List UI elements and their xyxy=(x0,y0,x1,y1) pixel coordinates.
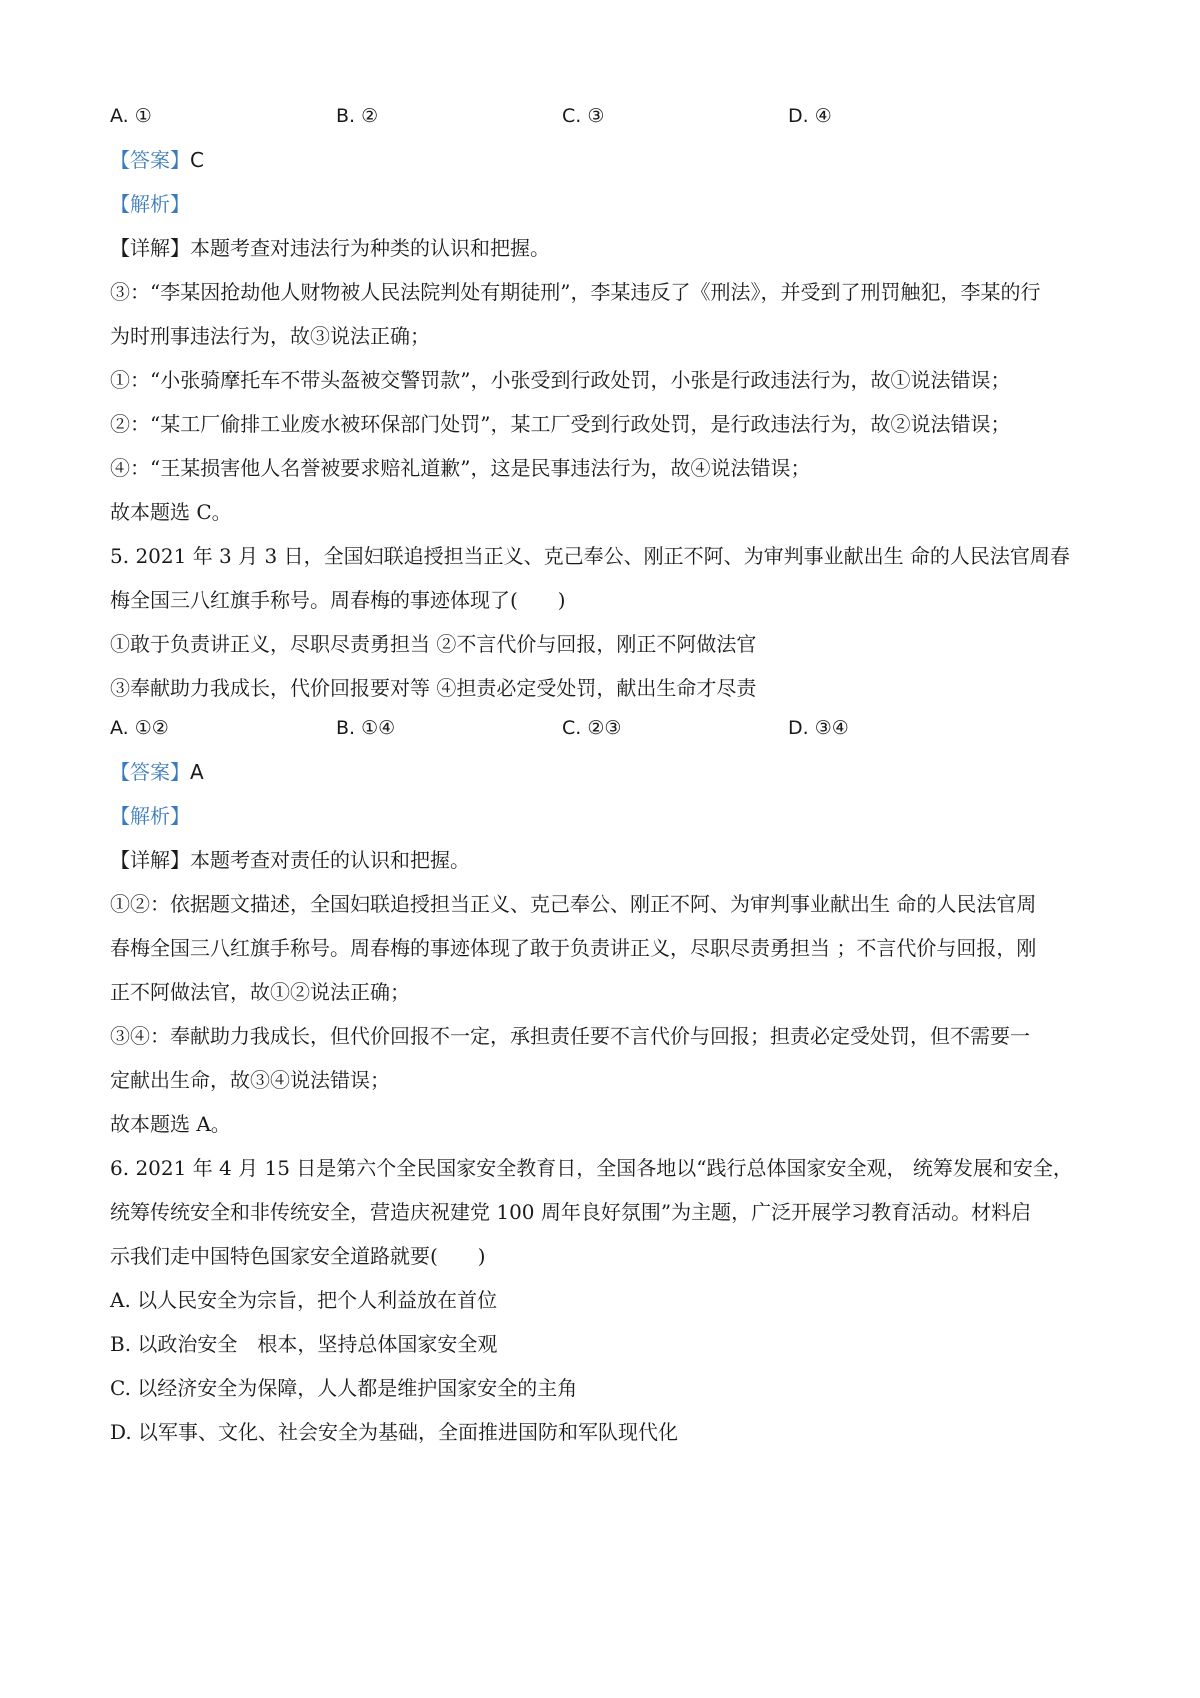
q6-option-d: D. 以军事、文化、社会安全为基础，全面推进国防和军队现代化 xyxy=(110,1420,679,1444)
q6-option-c: C. 以经济安全为保障，人人都是维护国家安全的主角 xyxy=(110,1376,578,1400)
q4-option-b: B. ② xyxy=(336,105,379,127)
q5-answer xyxy=(110,758,1100,786)
q5-statement-line: ③奉献助力我成长，代价回报要对等 ④担责必定受处罚，献出生命才尽责 xyxy=(110,676,757,700)
q5-statement-line: ①敢于负责讲正义，尽职尽责勇担当 ②不言代价与回报，刚正不阿做法官 xyxy=(110,632,757,656)
q5-detail-line: 正不阿做法官，故①②说法正确； xyxy=(110,980,410,1004)
q5-detail-line: ①②：依据题文描述，全国妇联追授担当正义、克己奉公、刚正不阿、为审判事业献出生 命的人民法官周 xyxy=(110,892,1037,916)
q5-options xyxy=(110,714,1100,742)
q6-stem-line: 统筹传统安全和非传统安全，营造庆祝建党 100 周年良好氛围”为主题，广泛开展学习教育活动。材料启 xyxy=(110,1200,1032,1224)
answer-value: C xyxy=(190,148,204,172)
answer-tag: 【答案】 xyxy=(110,760,190,784)
q5-option-b: B. ①④ xyxy=(336,717,396,739)
q5-detail-line: 【详解】本题考查对责任的认识和把握。 xyxy=(110,848,470,872)
q4-detail-line: ④：“王某损害他人名誉被要求赔礼道歉”，这是民事违法行为，故④说法错误； xyxy=(110,456,811,480)
q4-options xyxy=(110,102,1100,130)
q6-stem-line: 6. 2021 年 4 月 15 日是第六个全民国家安全教育日，全国各地以“践行总体国家安全观， 统筹发展和安全， xyxy=(110,1156,1073,1180)
q4-analysis-tag: 【解析】 xyxy=(110,192,190,216)
q4-detail-line: 故本题选 C。 xyxy=(110,500,232,524)
q4-option-a: A. ① xyxy=(110,105,152,127)
q5-analysis-tag: 【解析】 xyxy=(110,804,190,828)
q5-detail-line: 春梅全国三八红旗手称号。周春梅的事迹体现了敢于负责讲正义，尽职尽责勇担当 ；不言代价与回报，刚 xyxy=(110,936,1037,960)
q5-option-c: C. ②③ xyxy=(562,717,622,739)
q4-answer xyxy=(110,146,1100,174)
q6-stem-line: 示我们走中国特色国家安全道路就要( ) xyxy=(110,1244,486,1268)
q4-detail-line: 【详解】本题考查对违法行为种类的认识和把握。 xyxy=(110,236,550,260)
q5-option-a: A. ①② xyxy=(110,717,169,739)
q5-stem-line: 5. 2021 年 3 月 3 日，全国妇联追授担当正义、克己奉公、刚正不阿、为审判事业献出生 命的人民法官周春 xyxy=(110,544,1070,568)
q4-detail-line: ③：“李某因抢劫他人财物被人民法院判处有期徒刑”，李某违反了《刑法》，并受到了刑罚触犯，李某的行 xyxy=(110,280,1041,304)
q5-detail-line: 故本题选 A。 xyxy=(110,1112,231,1136)
answer-tag: 【答案】 xyxy=(110,148,190,172)
q5-detail-line: ③④：奉献助力我成长，但代价回报不一定，承担责任要不言代价与回报；担责必定受处罚，但不需要一 xyxy=(110,1024,1030,1048)
q4-detail-line: ①：“小张骑摩托车不带头盔被交警罚款”，小张受到行政处罚，小张是行政违法行为，故①说法错误； xyxy=(110,368,1011,392)
q4-option-d: D. ④ xyxy=(788,105,832,127)
q5-stem-line: 梅全国三八红旗手称号。周春梅的事迹体现了( ) xyxy=(110,588,566,612)
answer-value: A xyxy=(190,760,204,784)
q5-option-d: D. ③④ xyxy=(788,717,849,739)
q6-option-a: A. 以人民安全为宗旨，把个人利益放在首位 xyxy=(110,1288,498,1312)
q4-detail-line: ②：“某工厂偷排工业废水被环保部门处罚”，某工厂受到行政处罚，是行政违法行为，故②说法错误； xyxy=(110,412,1011,436)
q6-option-b: B. 以政治安全 根本，坚持总体国家安全观 xyxy=(110,1332,498,1356)
q4-option-c: C. ③ xyxy=(562,105,605,127)
q4-detail-line: 为时刑事违法行为，故③说法正确； xyxy=(110,324,430,348)
q5-detail-line: 定献出生命，故③④说法错误； xyxy=(110,1068,390,1092)
